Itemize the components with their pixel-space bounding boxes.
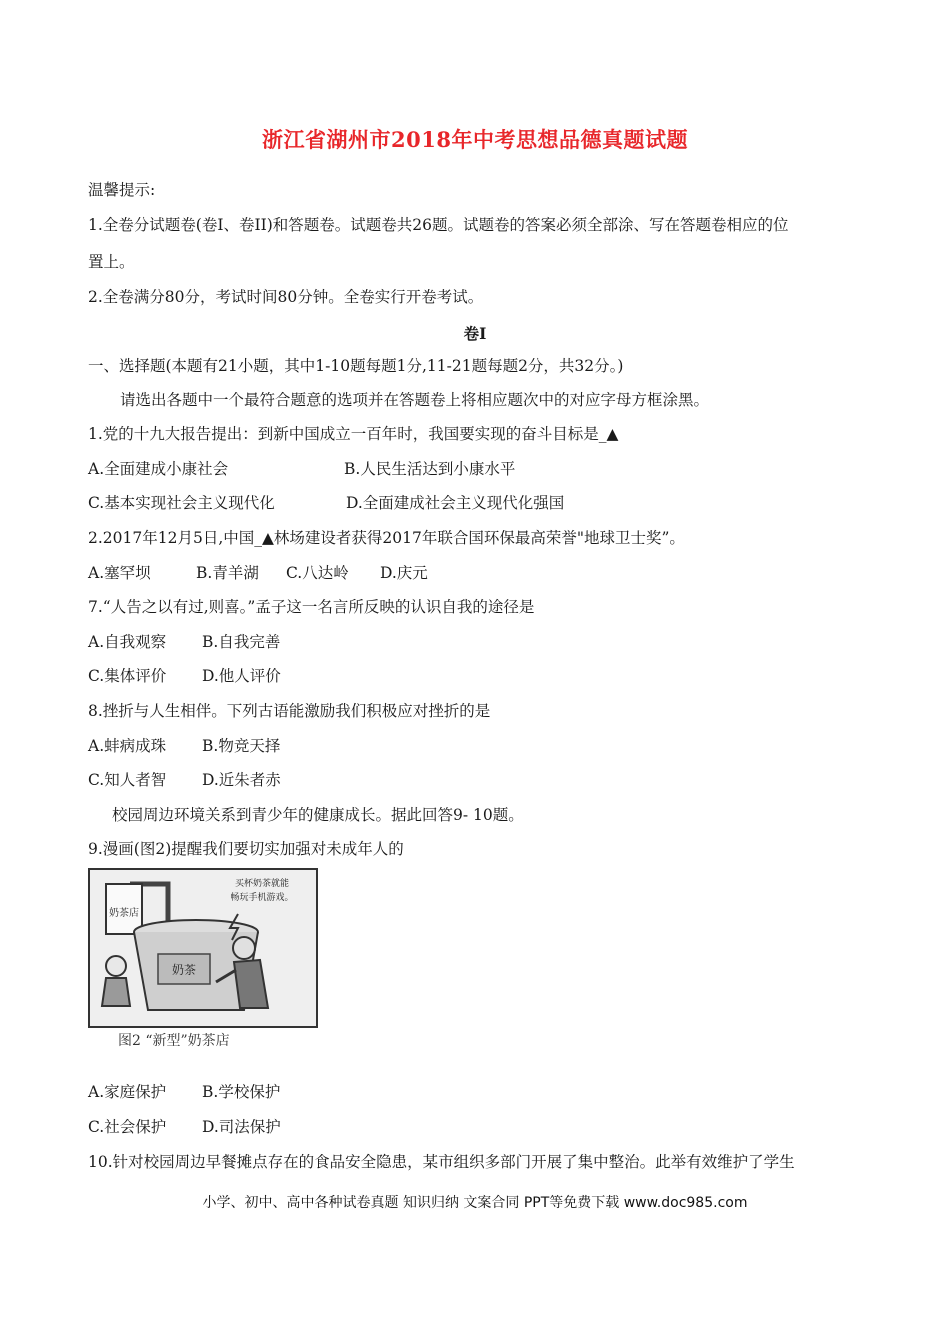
tips-item1-line1: 1.全卷分试题卷(卷I、卷II)和答题卷。试题卷共26题。试题卷的答案必须全部涂、写在答题卷相应的位 (88, 216, 789, 234)
page-footer: 小学、初中、高中各种试卷真题 知识归纳 文案合同 PPT等免费下载 www.doc985.com (202, 1195, 748, 1211)
q2-option-b: B.青羊湖 (196, 564, 259, 582)
cartoon-figure (88, 868, 318, 1028)
tips-item2: 2.全卷满分80分，考试时间80分钟。全卷实行开卷考试。 (88, 288, 484, 306)
cartoon-caption: 图2 “新型”奶茶店 (118, 1033, 230, 1049)
q8-option-c: C.知人者智 (88, 771, 167, 789)
section-title: 卷I (463, 324, 487, 343)
tips-item1-line2: 置上。 (88, 253, 135, 271)
q8-stem: 8.挫折与人生相伴。下列古语能激励我们积极应对挫折的是 (88, 702, 491, 720)
tips-heading: 温馨提示: (88, 181, 156, 199)
cup-label-text: 奶茶 (171, 963, 197, 977)
speech-line-2: 畅玩手机游戏。 (230, 893, 294, 903)
q1-option-c: C.基本实现社会主义现代化 (88, 494, 275, 512)
q9-option-d: D.司法保护 (202, 1118, 281, 1136)
q9-option-a: A.家庭保护 (88, 1083, 167, 1101)
part1-heading: 一、选择题(本题有21小题，其中1-10题每题1分,11-21题每题2分，共32分。) (88, 357, 624, 375)
q9-stem: 9.漫画(图2)提醒我们要切实加强对未成年人的 (88, 840, 404, 858)
part1-instruction: 请选出各题中一个最符合题意的选项并在答题卷上将相应题次中的对应字母方框涂黑。 (120, 391, 710, 409)
shop-sign-text: 奶茶店 (109, 908, 139, 919)
speech-line-1: 买杯奶茶就能 (234, 879, 290, 889)
q7-option-b: B.自我完善 (202, 633, 281, 651)
q1-stem: 1.党的十九大报告提出：到新中国成立一百年时，我国要实现的奋斗目标是_▲ (88, 425, 619, 443)
q7-option-d: D.他人评价 (202, 667, 281, 685)
q2-option-c: C.八达岭 (286, 564, 349, 582)
q8-option-d: D.近朱者赤 (202, 771, 281, 789)
q2-stem: 2.2017年12月5日,中国_▲林场建设者获得2017年联合国环保最高荣誉"地球卫士奖”。 (88, 529, 685, 547)
q1-option-a: A.全面建成小康社会 (88, 460, 229, 478)
q7-option-c: C.集体评价 (88, 667, 167, 685)
q9-option-c: C.社会保护 (88, 1118, 167, 1136)
context-9-10: 校园周边环境关系到青少年的健康成长。据此回答9- 10题。 (112, 806, 524, 824)
q7-option-a: A.自我观察 (88, 633, 167, 651)
q8-option-a: A.蚌病成珠 (88, 737, 167, 755)
q2-option-a: A.塞罕坝 (88, 564, 151, 582)
q9-option-b: B.学校保护 (202, 1083, 281, 1101)
page-title: 浙江省湖州市2018年中考思想品德真题试题 (262, 127, 688, 152)
q7-stem: 7.“人告之以有过,则喜。”孟子这一名言所反映的认识自我的途径是 (88, 598, 535, 616)
q10-stem: 10.针对校园周边早餐摊点存在的食品安全隐患，某市组织多部门开展了集中整治。此举有效维护了学生 (88, 1153, 795, 1171)
q2-option-d: D.庆元 (380, 564, 428, 582)
q1-option-d: D.全面建成社会主义现代化强国 (346, 494, 565, 512)
q1-option-b: B.人民生活达到小康水平 (344, 460, 516, 478)
cartoon-drawing (90, 870, 316, 1026)
q8-option-b: B.物竞天择 (202, 737, 281, 755)
